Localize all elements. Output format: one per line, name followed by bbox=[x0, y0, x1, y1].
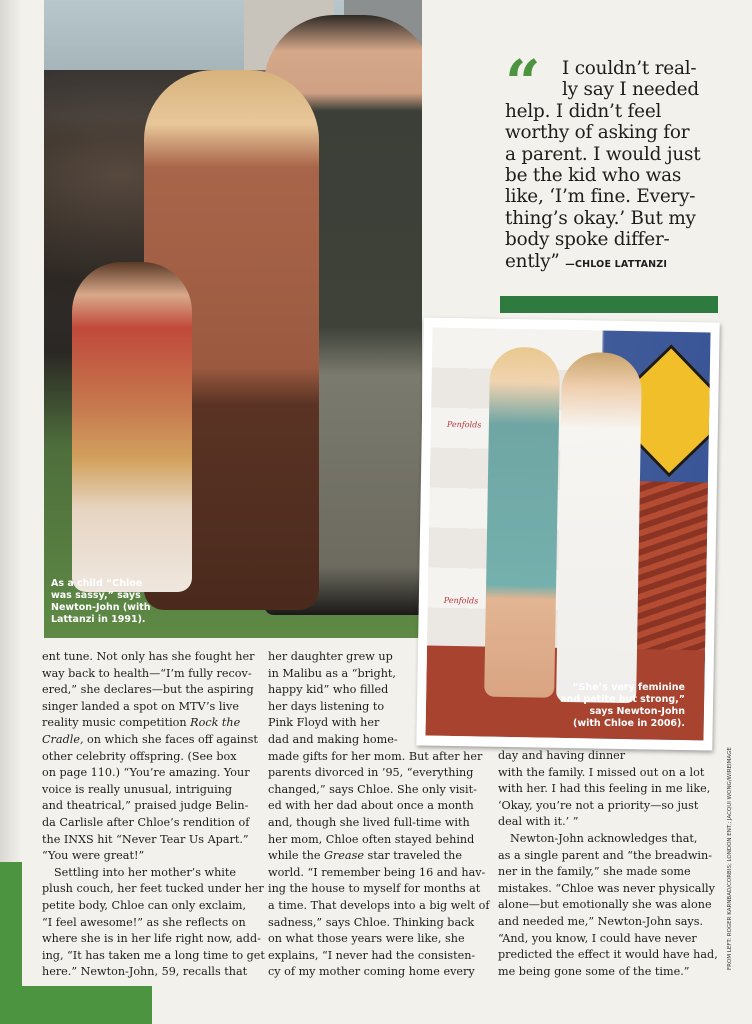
text-line: alone—but emotionally she was alone bbox=[498, 898, 712, 912]
text-line: ing, “It has taken me a long time to get bbox=[42, 948, 265, 962]
body-column-3 bbox=[498, 748, 718, 980]
caption-line: was sassy,” says bbox=[51, 590, 141, 601]
text-line: her days listening to bbox=[268, 699, 385, 713]
text-line: made gifts for her mom. But after her bbox=[268, 749, 483, 763]
quote-line: be the kid who was bbox=[505, 165, 682, 187]
green-bottom-bar bbox=[22, 986, 152, 1024]
body-column-1 bbox=[42, 649, 265, 981]
text-line: as a single parent and “the breadwin- bbox=[498, 848, 712, 862]
green-rule bbox=[500, 296, 718, 313]
text-line: with the family. I missed out on a lot bbox=[498, 765, 705, 779]
text-line: petite body, Chloe can only exclaim, bbox=[42, 898, 247, 912]
backdrop-text: Penfolds bbox=[443, 595, 479, 606]
text-line: “And, you know, I could have never bbox=[498, 931, 697, 945]
quote-line: ently” bbox=[505, 250, 560, 272]
text-line: other celebrity offspring. (See box bbox=[42, 749, 237, 763]
text-line: deal with it.’ ” bbox=[498, 815, 579, 829]
text-line: ner in the family,” she made some bbox=[498, 865, 691, 879]
text-line: happy kid” who filled bbox=[268, 683, 389, 697]
text-line: day and having dinner bbox=[498, 749, 626, 762]
text-line: “You were great!” bbox=[42, 849, 145, 863]
text-line: predicted the effect it would have had, bbox=[498, 948, 718, 962]
green-corner-block bbox=[0, 862, 22, 1024]
caption-line: (with Chloe in 2006). bbox=[573, 718, 685, 729]
body-column-2 bbox=[268, 649, 490, 981]
text-line: in Malibu as a “bright, bbox=[268, 666, 396, 680]
text-line: the INXS hit “Never Tear Us Apart.” bbox=[42, 832, 249, 846]
text-line: changed,” says Chloe. She only visit- bbox=[268, 782, 477, 796]
photo-child bbox=[72, 262, 192, 592]
text-line: while the Grease star traveled the bbox=[268, 849, 462, 863]
text-line: with her. I had this feeling in me like, bbox=[498, 782, 711, 796]
text-line: da Carlisle after Chloe’s rendition of bbox=[42, 815, 250, 829]
text-line: ing the house to myself for months at bbox=[268, 882, 481, 896]
text-line: where she is in her life right now, add- bbox=[42, 932, 261, 946]
text-line: way back to health—“I’m fully recov- bbox=[42, 666, 252, 680]
quote-line: like, ‘I’m fine. Every- bbox=[505, 186, 696, 208]
text-line: sadness,” says Chloe. Thinking back bbox=[268, 915, 475, 929]
text-line: ‘Okay, you’re not a priority—so just bbox=[498, 798, 699, 812]
inset-photo-caption bbox=[555, 682, 685, 730]
text-line: Pink Floyd with her bbox=[268, 716, 380, 730]
text-line: parents divorced in ’95, “everything bbox=[268, 766, 474, 780]
text-line: and theatrical,” praised judge Belin- bbox=[42, 799, 249, 813]
photo-mother bbox=[556, 352, 642, 703]
quote-line: worthy of asking for bbox=[505, 122, 690, 144]
text-line: reality music competition Rock the bbox=[42, 716, 241, 730]
text-line: dad and making home- bbox=[268, 732, 398, 746]
text-line: singer landed a spot on MTV’s live bbox=[42, 699, 239, 713]
backdrop-text: Penfolds bbox=[446, 419, 482, 430]
text-line: Cradle, on which she faces off against bbox=[42, 732, 258, 746]
quote-line: a parent. I would just bbox=[505, 143, 701, 165]
caption-line: As a child “Chloe bbox=[51, 578, 143, 589]
caption-line: Newton-John (with bbox=[51, 602, 151, 613]
text-line: on page 110.) “You’re amazing. Your bbox=[42, 766, 250, 780]
caption-line: Lattanzi in 1991). bbox=[51, 614, 146, 625]
text-line: world. “I remember being 16 and hav- bbox=[268, 865, 486, 879]
text-line: mistakes. “Chloe was never physically bbox=[498, 881, 715, 895]
quote-line: help. I didn’t feel bbox=[505, 100, 662, 122]
quote-line: body spoke differ- bbox=[505, 229, 670, 251]
text-line: ed with her dad about once a month bbox=[268, 799, 474, 813]
text-line: ered,” she declares—but the aspiring bbox=[42, 683, 254, 697]
photo-credit: FROM LEFT: ROGER KARNBAD/CORBIS; LONDON ENT.; JACQUI WONG/WIREIMAGE bbox=[727, 747, 733, 970]
text-line: explains, “I never had the consisten- bbox=[268, 948, 476, 962]
quote-line: I couldn’t real- bbox=[562, 58, 697, 79]
text-line: “I feel awesome!” as she reflects on bbox=[42, 915, 246, 929]
text-line: here.” Newton-John, 59, recalls that bbox=[42, 965, 248, 979]
quote-attribution: —CHLOE LATTANZI bbox=[565, 258, 668, 270]
text-line: and needed me,” Newton-John says. bbox=[498, 914, 704, 928]
pull-quote bbox=[505, 46, 720, 275]
text-line: on what those years were like, she bbox=[268, 932, 465, 946]
quote-mark-icon: “ bbox=[505, 46, 541, 119]
text-line: and, though she lived full-time with bbox=[268, 815, 470, 829]
quote-line: ly say I needed bbox=[562, 79, 699, 101]
caption-line: says Newton-John bbox=[589, 706, 685, 717]
main-photo bbox=[44, 0, 422, 638]
text-line: her daughter grew up bbox=[268, 650, 393, 663]
main-photo-caption bbox=[51, 578, 161, 626]
text-line: plush couch, her feet tucked under her bbox=[42, 882, 264, 896]
text-line: her mom, Chloe often stayed behind bbox=[268, 832, 475, 846]
text-line: ent tune. Not only has she fought her bbox=[42, 650, 255, 663]
text-line: voice is really unusual, intriguing bbox=[42, 782, 233, 796]
caption-line: “She’s very feminine bbox=[572, 682, 685, 693]
text-line: me being gone some of the time.” bbox=[498, 964, 690, 978]
text-line: cy of my mother coming home every bbox=[268, 965, 475, 979]
text-line: Newton-John acknowledges that, bbox=[510, 831, 698, 845]
caption-line: and petite but strong,” bbox=[560, 694, 685, 705]
quote-line: thing’s okay.’ But my bbox=[505, 207, 696, 229]
text-line: a time. That develops into a big welt of bbox=[268, 898, 490, 912]
text-line: Settling into her mother’s white bbox=[54, 865, 236, 879]
photo-daughter bbox=[484, 347, 560, 698]
